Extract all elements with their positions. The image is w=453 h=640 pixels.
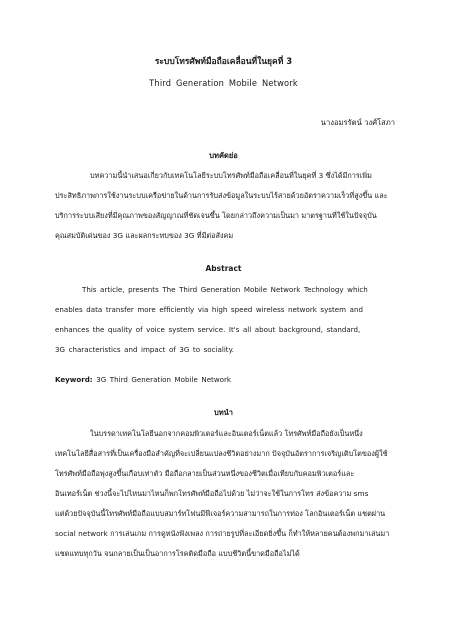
- introduction-line: แต่ด้วยปัจจุบันนี้โทรศัพท์มือถือแบบสมาร์ทโฟนมีฟีเจอร์ความสามารถในการท่อง โลกอินเตอร์เน็ต แชตผ่าน: [55, 509, 386, 518]
- keyword-line: [55, 376, 231, 383]
- introduction-line: เทคโนโลยีสื่อสารที่เป็นเครื่องมือสำคัญที่จะเปลี่ยนแปลงชีวิตอย่างมาก ปัจจุบันอัตราการเจริญเติบโตของผู้ใช้: [55, 449, 388, 458]
- introduction-line: โทรศัพท์มือถือพุ่งสูงขึ้นเกือบเท่าตัว มือถือกลายเป็นส่วนหนึ่งของชีวิตเมื่อเทียบกับคอมพิวเตอร์และ: [55, 469, 355, 478]
- abstract-thai-line: บริการระบบเสียงที่มีคุณภาพของสัญญาณที่ชัดเจนขึ้น โดยกล่าวถึงความเป็นมา มาตรฐานที่ใช้ในปัจจุบัน: [55, 211, 377, 220]
- introduction-line: social network การเล่นเกม การดูหนังฟังเพลง การถ่ายรูปที่ละเอียดยิ่งขึ้น ก็ทำให้หลายคนต้องพกมาเล่นมา: [55, 529, 390, 538]
- introduction-line: ในบรรดาเทคโนโลยีนอกจากคอมพิวเตอร์และอินเตอร์เน็ตแล้ว โทรศัพท์มือถือยังเป็นหนึ่ง: [90, 429, 363, 438]
- abstract-english-line: enhances the quality of voice system service. It's all about background, standard,: [55, 325, 361, 334]
- abstract-english-heading: Abstract: [205, 264, 242, 273]
- title-thai: ระบบโทรศัพท์มือถือเคลื่อนที่ในยุคที่ 3: [154, 57, 293, 67]
- abstract-thai-line: บทความนี้นำเสนอเกี่ยวกับเทคโนโลยีระบบโทรศัพท์มือถือเคลื่อนที่ในยุคที่ 3 ซึ่งได้มีการเพิ่ม: [90, 171, 372, 180]
- abstract-english-line: 3G characteristics and impact of 3G to sociality.: [55, 345, 235, 354]
- keyword-label: Keyword:: [55, 375, 93, 384]
- author-name: นางอมรรัตน์ วงศ์โสภา: [320, 118, 395, 127]
- abstract-thai-heading: บทคัดย่อ: [209, 151, 238, 160]
- abstract-english-line: enables data transfer more efficiently via high speed wireless network system and: [55, 305, 363, 314]
- abstract-english-line: This article, presents The Third Generation Mobile Network Technology which: [82, 285, 368, 294]
- introduction-heading: บทนำ: [213, 408, 234, 417]
- title-english: Third Generation Mobile Network: [149, 78, 298, 88]
- abstract-thai-line: ประสิทธิภาพการใช้งานระบบเครือข่ายในด้านการรับส่งข้อมูลในระบบไร้สายด้วยอัตราความเร็วที่สูงขึ้น และ: [55, 191, 388, 200]
- introduction-line: แชตแทบทุกวัน จนกลายเป็นเป็นอาการโรคติดมือถือ แบบชีวิตนี้ขาดมือถือไม่ได้: [55, 549, 300, 558]
- introduction-line: อินเทอร์เน็ต ช่วงนี้จะไปไหนมาไหนก็พกโทรศัพท์มือถือไปด้วย ไม่ว่าจะใช้ในการโทร ส่งข้อความ sms: [55, 489, 369, 498]
- abstract-thai-line: คุณสมบัติเด่นของ 3G และผลกระทบของ 3G ที่มีต่อสังคม: [55, 231, 234, 240]
- keyword-value: 3G Third Generation Mobile Network: [96, 375, 232, 384]
